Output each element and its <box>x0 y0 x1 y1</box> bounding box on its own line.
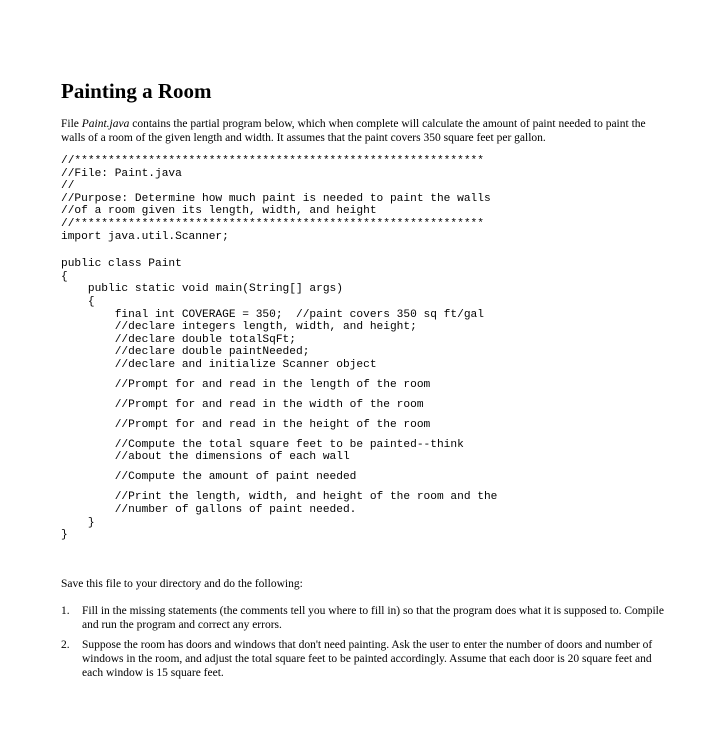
code-line: //Print the length, width, and height of the room and the <box>61 491 498 504</box>
code-line: } <box>61 529 68 542</box>
code-line: { <box>61 295 95 308</box>
code-line: { <box>61 270 68 283</box>
list-item <box>61 604 671 632</box>
code-line: //Prompt for and read in the height of the room <box>61 418 431 431</box>
code-line: //declare double totalSqFt; <box>61 333 296 346</box>
code-line: } <box>61 516 95 529</box>
code-line: //Compute the amount of paint needed <box>61 471 357 484</box>
code-line: //declare double paintNeeded; <box>61 346 310 359</box>
intro-prefix: File <box>61 118 82 130</box>
code-line: //declare and initialize Scanner object <box>61 358 377 371</box>
list-item <box>61 638 671 680</box>
code-listing <box>61 155 497 542</box>
code-line: import java.util.Scanner; <box>61 230 229 243</box>
step-text: Fill in the missing statements (the comments tell you where to fill in) so that the program does what it is supposed to. Compile and run the program and correct any errors. <box>82 605 664 631</box>
code-line: //number of gallons of paint needed. <box>61 504 357 516</box>
code-line: public static void main(String[] args) <box>61 283 343 296</box>
code-line: //Prompt for and read in the width of the room <box>61 398 424 411</box>
code-line: public class Paint <box>61 258 182 271</box>
code-line: //Prompt for and read in the length of the room <box>61 378 431 391</box>
steps-list <box>61 604 671 686</box>
code-line: //of a room given its length, width, and height <box>61 205 377 218</box>
code-blank-line <box>61 243 497 258</box>
code-line: final int COVERAGE = 350; //paint covers 350 sq ft/gal <box>61 308 484 321</box>
page-title: Painting a Room <box>61 79 212 103</box>
code-line: //************************************************************* <box>61 155 484 167</box>
step-text: Suppose the room has doors and windows that don't need painting. Ask the user to enter the number of doors and number of windows in the room, and adjust the total square feet to be painted accordingly. Assume that each door is 20 square feet and each window is 15 square feet. <box>82 639 653 679</box>
code-line: //File: Paint.java <box>61 167 182 180</box>
code-line: //Compute the total square feet to be painted--think <box>61 438 464 451</box>
code-blank-line <box>61 411 497 418</box>
step-number: 1. <box>61 605 70 617</box>
code-blank-line <box>61 372 497 379</box>
code-blank-line <box>61 484 497 491</box>
code-line: //about the dimensions of each wall <box>61 451 350 464</box>
code-line: //Purpose: Determine how much paint is needed to paint the walls <box>61 192 491 205</box>
code-line: // <box>61 180 75 193</box>
code-line: //declare integers length, width, and height; <box>61 321 417 334</box>
intro-paragraph <box>61 117 665 145</box>
save-instruction: Save this file to your directory and do the following: <box>61 578 303 590</box>
code-blank-line <box>61 464 497 471</box>
code-blank-line <box>61 391 497 398</box>
intro-filename: Paint.java <box>81 118 130 130</box>
intro-rest: contains the partial program below, which when complete will calculate the amount of paint needed to paint the walls of a room of the given length and width. It assumes that the paint covers 350 square feet per gallon. <box>61 118 646 144</box>
code-line: //************************************************************* <box>61 217 484 230</box>
code-blank-line <box>61 431 497 438</box>
step-number: 2. <box>61 639 70 651</box>
